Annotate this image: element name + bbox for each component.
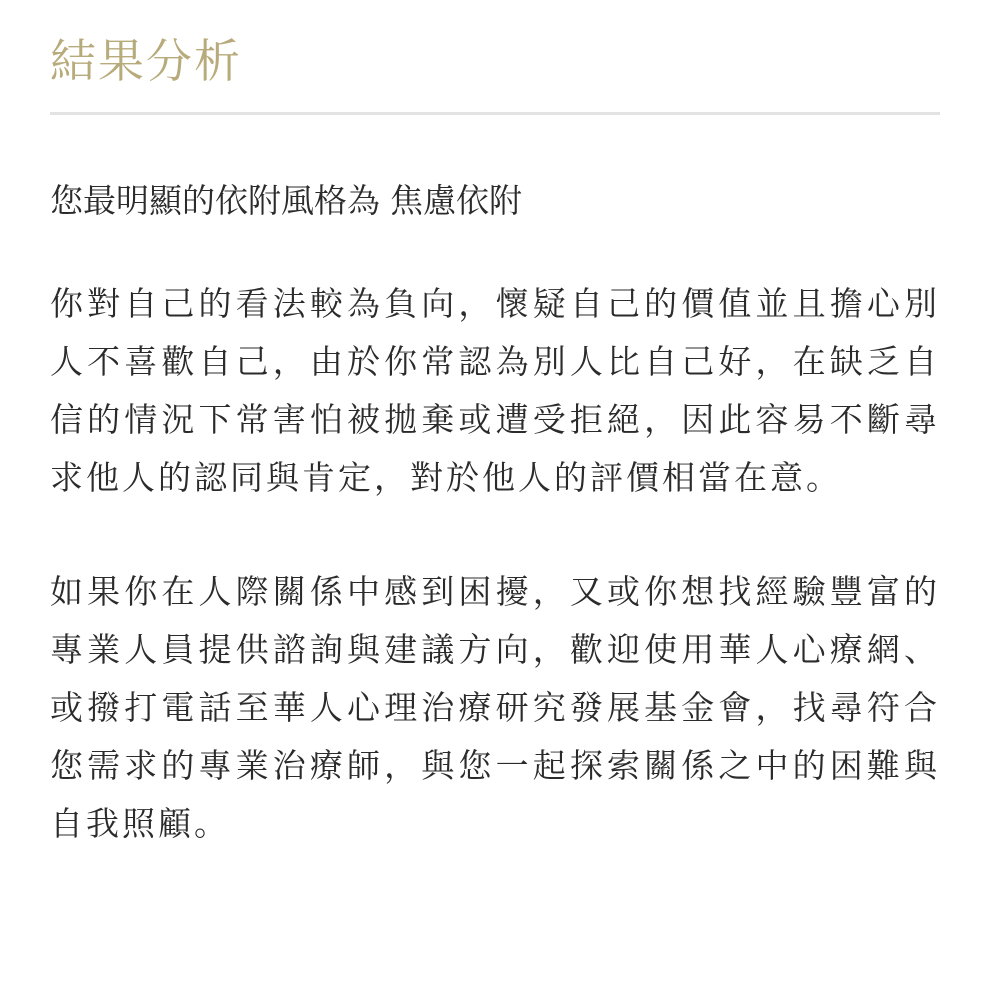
recommendation-paragraph: 如果你在人際關係中感到困擾，又或你想找經驗豐富的專業人員提供諮詢與建議方向，歡迎使用華人心療網、或撥打電話至華人心理治療研究發展基金會，找尋符合您需求的專業治療師，與您一起探索關係之中的困難與自我照顧。 xyxy=(50,572,940,843)
result-analysis-section xyxy=(50,0,940,853)
attachment-style-result xyxy=(50,181,940,221)
title-divider xyxy=(50,112,940,115)
attachment-style-value: 焦慮依附 xyxy=(390,181,522,220)
description-paragraph: 你對自己的看法較為負向，懷疑自己的價值並且擔心別人不喜歡自己，由於你常認為別人比自己好，在缺乏自信的情況下常害怕被拋棄或遭受拒絕，因此容易不斷尋求他人的認同與肯定，對於他人的評價相當在意。 xyxy=(50,284,940,497)
page-title: 結果分析 xyxy=(50,34,242,88)
attachment-style-label: 您最明顯的依附風格為 xyxy=(50,181,380,220)
